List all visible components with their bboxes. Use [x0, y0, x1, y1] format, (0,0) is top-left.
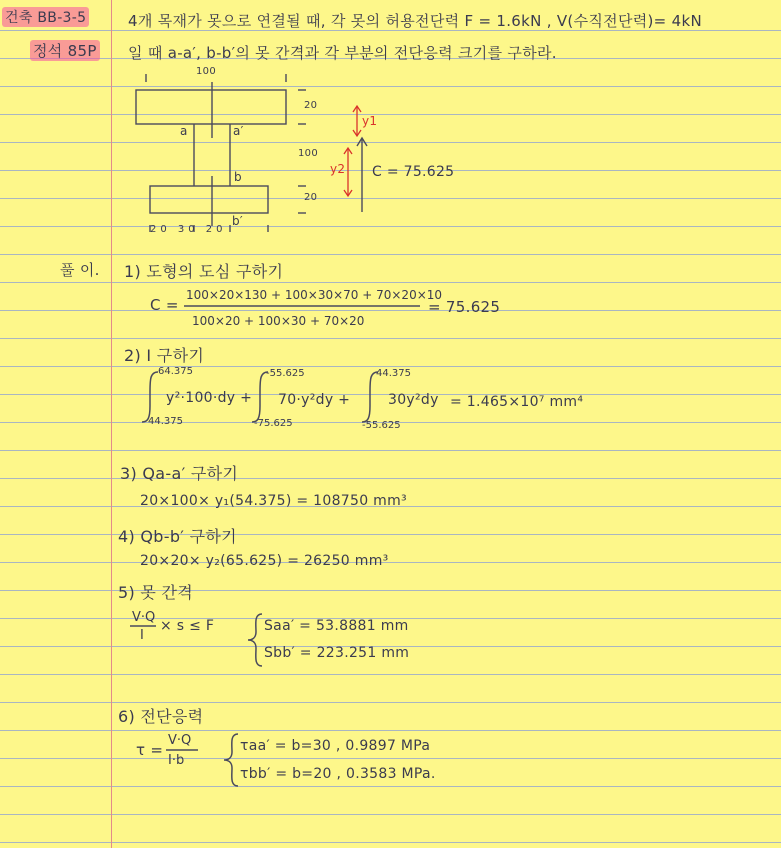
step6-title: 6) 전단응력 — [118, 707, 204, 726]
step5-result-bb: Sbb′ = 223.251 mm — [264, 645, 410, 661]
int2-body: 70·y²dy + — [278, 392, 351, 408]
centroid-value: C = 75.625 — [372, 164, 455, 180]
step5-lhs-numerator: V·Q — [132, 610, 156, 625]
label-a: a — [180, 124, 188, 138]
problem-tag-2: 정석 85P — [30, 40, 100, 61]
int1-body: y²·100·dy + — [166, 390, 253, 406]
int2-lower: -75.625 — [254, 418, 293, 429]
int1-lower: 44.375 — [148, 416, 183, 427]
step1-numerator: 100×20×130 + 100×30×70 + 70×20×10 — [186, 288, 443, 302]
step1-result: = 75.625 — [428, 298, 501, 316]
label-b: b — [234, 170, 242, 184]
step4-title: 4) Qb-b′ 구하기 — [118, 527, 237, 546]
int3-body: 30y²dy — [388, 392, 439, 408]
problem-line-1: 4개 목재가 못으로 연결될 때, 각 못의 허용전단력 F = 1.6kN , V(수직전단력)= 4kN — [128, 12, 702, 30]
step4-equation: 20×20× y₂(65.625) = 26250 mm³ — [140, 553, 389, 569]
step3-title: 3) Qa-a′ 구하기 — [120, 464, 239, 483]
step5-title: 5) 못 간격 — [118, 583, 194, 602]
int3-lower: -55.625 — [362, 420, 401, 431]
solution-label: 풀 이. — [60, 261, 100, 279]
int2-upper: -55.625 — [266, 368, 305, 379]
step6-lhs: τ = — [136, 741, 164, 759]
label-b-prime: b′ — [232, 214, 243, 228]
step2-title: 2) I 구하기 — [124, 346, 205, 365]
int3-upper: 44.375 — [376, 368, 411, 379]
dim-flange-thickness: 20 — [304, 100, 318, 111]
step2-result: = 1.465×10⁷ mm⁴ — [450, 394, 584, 410]
dim-web-height: 100 — [298, 148, 318, 159]
step5-lhs-denominator: I — [140, 628, 144, 643]
dim-top-width: 100 — [196, 66, 216, 77]
step1-lhs: C = — [150, 296, 179, 314]
label-a-prime: a′ — [233, 124, 244, 138]
step6-numerator: V·Q — [168, 733, 192, 748]
step1-title: 1) 도형의 도심 구하기 — [124, 262, 284, 281]
step3-equation: 20×100× y₁(54.375) = 108750 mm³ — [140, 493, 407, 509]
step1-denominator: 100×20 + 100×30 + 70×20 — [192, 314, 365, 328]
step6-result-aa: τaa′ = b=30 , 0.9897 MPa — [240, 738, 431, 754]
label-y1: y1 — [362, 114, 378, 128]
step5-result-aa: Saa′ = 53.8881 mm — [264, 618, 409, 634]
step5-lhs-rest: × s ≤ F — [160, 618, 215, 634]
int1-upper: 64.375 — [158, 366, 193, 377]
label-y2: y2 — [330, 162, 346, 176]
problem-tag-1: 건축 BB-3-5 — [2, 7, 89, 27]
dim-bottom-flange: 20 — [304, 192, 318, 203]
step6-result-bb: τbb′ = b=20 , 0.3583 MPa. — [240, 766, 436, 782]
step6-denominator: I·b — [168, 753, 185, 768]
dim-bottom-widths: 20 30 20 — [150, 224, 227, 235]
problem-line-2: 일 때 a-a′, b-b′의 못 간격과 각 부분의 전단응력 크기를 구하라. — [128, 44, 557, 62]
